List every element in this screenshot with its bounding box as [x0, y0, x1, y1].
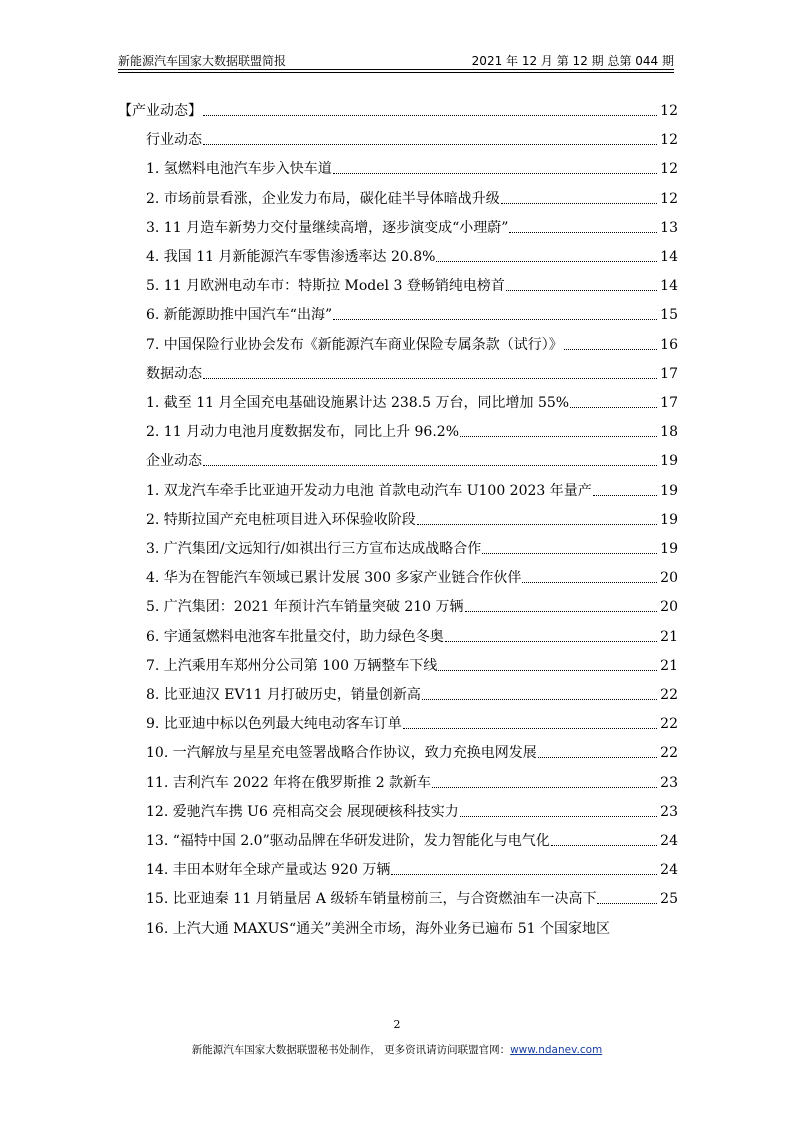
toc-leader-dots — [203, 144, 657, 145]
toc-leader-dots — [538, 757, 657, 758]
toc-entry-page: 12 — [660, 132, 678, 149]
toc-entry-page: 19 — [660, 453, 678, 470]
toc-entry[interactable] — [118, 828, 678, 850]
toc-entry-page: 16 — [660, 336, 678, 353]
toc-entry[interactable] — [118, 886, 678, 908]
toc-entry[interactable] — [118, 302, 678, 324]
toc-entry[interactable] — [118, 478, 678, 500]
toc-entry-page: 14 — [660, 249, 678, 265]
toc-entry[interactable] — [118, 332, 678, 354]
toc-entry[interactable] — [118, 273, 678, 295]
toc-entry-title: 16. 上汽大通 MAXUS“通关”美洲全市场，海外业务已遍布 51 个国家地区 — [146, 920, 610, 937]
toc-entry[interactable] — [118, 244, 678, 266]
toc-entry-page: 12 — [660, 190, 678, 207]
toc-entry[interactable] — [118, 186, 678, 208]
toc-entry[interactable] — [118, 156, 678, 178]
toc-leader-dots — [391, 874, 657, 875]
toc-leader-dots — [465, 611, 657, 612]
toc-leader-dots — [438, 670, 657, 671]
toc-entry-page: 15 — [660, 307, 678, 324]
toc-leader-dots — [509, 232, 657, 233]
toc-entry-title: 1. 截至 11 月全国充电基础设施累计达 238.5 万台，同比增加 55% — [146, 395, 570, 411]
toc-leader-dots — [551, 845, 657, 846]
toc-entry-title: 数据动态 — [146, 365, 202, 382]
header-issue-info: 2021 年 12 月 第 12 期 总第 044 期 — [471, 54, 674, 68]
toc-entry-title: 3. 11 月造车新势力交付量继续高增，逐步演变成“小理蔚” — [146, 219, 509, 236]
toc-entry-title: 15. 比亚迪秦 11 月销量居 A 级轿车销量榜前三，与合资燃油车一决高下 — [146, 891, 597, 908]
toc-entry-page: 22 — [660, 716, 678, 733]
toc-entry[interactable] — [118, 857, 678, 879]
toc-leader-dots — [403, 728, 657, 729]
running-header — [118, 52, 674, 69]
toc-entry-title: 11. 吉利汽车 2022 年将在俄罗斯推 2 款新车 — [146, 774, 432, 791]
toc-entry-page: 19 — [660, 541, 678, 557]
toc-entry-title: 5. 广汽集团：2021 年预计汽车销量突破 210 万辆 — [146, 599, 464, 616]
toc-entry-title: 14. 丰田本财年全球产量或达 920 万辆 — [146, 862, 391, 879]
toc-leader-dots — [432, 787, 657, 788]
toc-leader-dots — [333, 319, 657, 320]
toc-entry[interactable] — [118, 419, 678, 441]
footer-text: 新能源汽车国家大数据联盟秘书处制作， 更多资讯请访问联盟官网： — [191, 1044, 511, 1056]
toc-entry[interactable] — [118, 682, 678, 704]
toc-entry-page: 12 — [660, 103, 678, 119]
toc-leader-dots — [203, 465, 657, 466]
toc-leader-dots — [501, 203, 657, 204]
toc-entry-title: 4. 华为在智能汽车领域已累计发展 300 多家产业链合作伙伴 — [146, 570, 522, 587]
toc-entry[interactable] — [118, 624, 678, 646]
toc-entry-page: 20 — [660, 599, 678, 616]
toc-entry-title: 6. 新能源助推中国汽车“出海” — [146, 307, 333, 324]
toc-leader-dots — [203, 115, 657, 116]
toc-leader-dots — [436, 261, 657, 262]
toc-leader-dots — [460, 816, 657, 817]
toc-entry-title: 5. 11 月欧洲电动车市：特斯拉 Model 3 登畅销纯电榜首 — [146, 278, 505, 295]
toc-entry[interactable] — [118, 740, 678, 762]
toc-leader-dots — [593, 495, 657, 496]
toc-leader-dots — [422, 699, 657, 700]
toc-entry-page: 24 — [660, 833, 678, 849]
toc-leader-dots — [597, 903, 657, 904]
toc-entry-title: 行业动态 — [146, 132, 202, 149]
toc-entry-page: 23 — [660, 774, 678, 791]
toc-entry-title: 1. 氢燃料电池汽车步入快车道 — [146, 161, 332, 178]
toc-entry-page: 18 — [660, 424, 678, 441]
footer-website-link[interactable]: www.ndanev.com — [510, 1044, 603, 1056]
toc-entry[interactable] — [118, 653, 678, 675]
toc-entry-title: 7. 上汽乘用车郑州分公司第 100 万辆整车下线 — [146, 657, 438, 674]
toc-entry-title: 12. 爱驰汽车携 U6 亮相高交会 展现硬核科技实力 — [146, 803, 459, 820]
toc-entry-title: 8. 比亚迪汉 EV11 月打破历史，销量创新高 — [146, 687, 421, 703]
toc-leader-dots — [506, 290, 657, 291]
toc-entry-page: 17 — [660, 365, 678, 382]
toc-entry[interactable] — [118, 916, 678, 938]
toc-entry-title: 2. 市场前景看涨，企业发力布局，碳化硅半导体暗战升级 — [146, 190, 500, 207]
toc-entry[interactable] — [118, 390, 678, 412]
toc-entry-page: 22 — [660, 687, 678, 703]
toc-entry-title: 2. 特斯拉国产充电桩项目进入环保验收阶段 — [146, 511, 416, 528]
toc-leader-dots — [417, 524, 657, 525]
toc-entry-page: 17 — [660, 395, 678, 411]
toc-entry-title: 3. 广汽集团/文远知行/如祺出行三方宣布达成战略合作 — [146, 541, 482, 557]
toc-entry[interactable] — [118, 361, 678, 383]
toc-entry[interactable] — [118, 799, 678, 821]
header-rule — [118, 69, 674, 73]
toc-entry-title: 【产业动态】 — [118, 103, 202, 119]
toc-entry-page: 19 — [660, 511, 678, 528]
toc-leader-dots — [333, 173, 657, 174]
toc-entry[interactable] — [118, 98, 678, 120]
toc-leader-dots — [203, 378, 657, 379]
toc-entry-page: 20 — [660, 570, 678, 587]
toc-entry-title: 1. 双龙汽车牵手比亚迪开发动力电池 首款电动汽车 U100 2023 年量产 — [146, 482, 592, 499]
toc-leader-dots — [460, 436, 657, 437]
toc-entry-title: 10. 一汽解放与星星充电签署战略合作协议，致力充换电网发展 — [146, 745, 537, 762]
page-number: 2 — [393, 1018, 401, 1031]
toc-entry-page: 24 — [660, 862, 678, 879]
toc-entry[interactable] — [118, 594, 678, 616]
header-publication-title: 新能源汽车国家大数据联盟简报 — [118, 54, 287, 68]
toc-entry[interactable] — [118, 536, 678, 558]
toc-entry-page: 13 — [660, 219, 678, 236]
toc-leader-dots — [570, 407, 657, 408]
toc-entry-title: 企业动态 — [146, 453, 202, 470]
toc-entry[interactable] — [118, 711, 678, 733]
toc-entry-title: 2. 11 月动力电池月度数据发布，同比上升 96.2% — [146, 424, 459, 441]
toc-entry-title: 4. 我国 11 月新能源汽车零售渗透率达 20.8% — [146, 249, 436, 265]
toc-entry-page: 14 — [660, 278, 678, 295]
toc-entry-page: 12 — [660, 161, 678, 178]
toc-leader-dots — [522, 582, 657, 583]
toc-entry-title: 7. 中国保险行业协会发布《新能源汽车商业保险专属条款（试行）》 — [146, 336, 563, 353]
toc-entry-title: 9. 比亚迪中标以色列最大纯电动客车订单 — [146, 716, 402, 733]
toc-entry[interactable] — [118, 565, 678, 587]
toc-entry[interactable] — [118, 507, 678, 529]
toc-entry-title: 13. “福特中国 2.0”驱动品牌在华研发进阶，发力智能化与电气化 — [146, 833, 550, 849]
toc-entry-page: 22 — [660, 745, 678, 762]
page-footer — [0, 1042, 794, 1057]
toc-entry[interactable] — [118, 215, 678, 237]
toc-leader-dots — [564, 349, 657, 350]
toc-entry[interactable] — [118, 770, 678, 792]
toc-entry-page: 19 — [660, 482, 678, 499]
toc-entry[interactable] — [118, 127, 678, 149]
toc-entry[interactable] — [118, 448, 678, 470]
toc-entry-page: 25 — [660, 891, 678, 908]
toc-entry-page: 21 — [660, 628, 678, 645]
toc-entry-title: 6. 宇通氢燃料电池客车批量交付，助力绿色冬奥 — [146, 628, 444, 645]
toc-entry-page: 23 — [660, 803, 678, 820]
toc-entry-page: 21 — [660, 657, 678, 674]
toc-leader-dots — [482, 553, 657, 554]
toc-leader-dots — [445, 641, 657, 642]
